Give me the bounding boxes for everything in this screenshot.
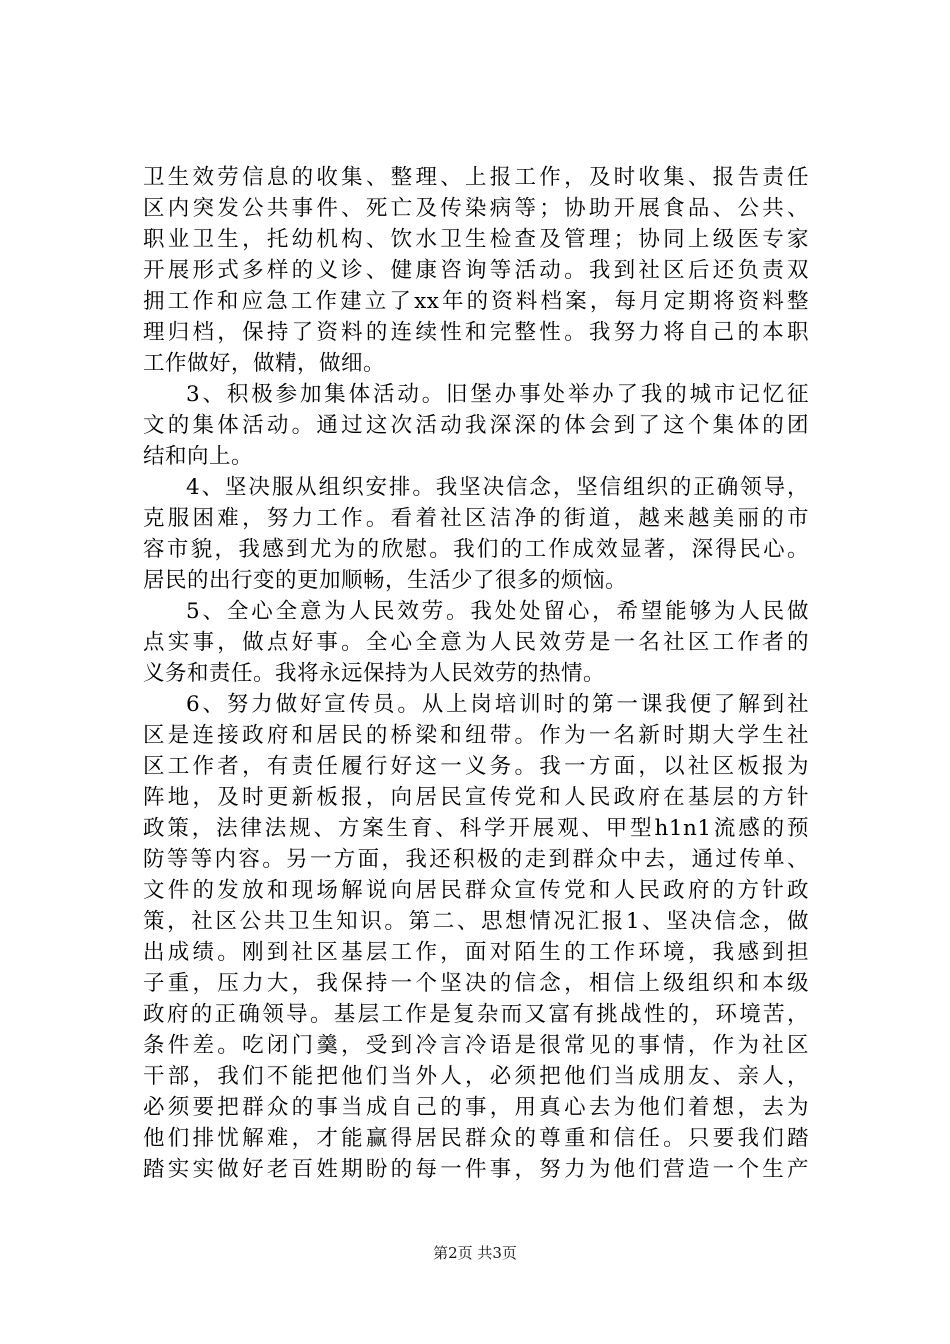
text-line: 必须要把群众的事当成自己的事，用真心去为他们着想，去为 bbox=[143, 1095, 809, 1120]
text-line: 理归档，保持了资料的连续性和完整性。我努力将自己的本职 bbox=[143, 320, 809, 345]
document-body bbox=[143, 162, 809, 1185]
page-footer bbox=[0, 1243, 950, 1263]
text-line: 6、努力做好宣传员。从上岗培训时的第一课我便了解到社 bbox=[186, 692, 809, 717]
text-line: 4、坚决服从组织安排。我坚决信念，坚信组织的正确领导， bbox=[186, 475, 809, 500]
text-line: 阵地，及时更新板报，向居民宣传党和人民政府在基层的方针 bbox=[143, 785, 809, 810]
text-line: 卫生效劳信息的收集、整理、上报工作，及时收集、报告责任 bbox=[143, 165, 809, 190]
text-line: 工作做好，做精，做细。 bbox=[143, 351, 386, 376]
text-line: 他们排忧解难，才能赢得居民群众的尊重和信任。只要我们踏 bbox=[143, 1126, 809, 1151]
text-line: 防等等内容。另一方面，我还积极的走到群众中去，通过传单、 bbox=[143, 847, 809, 872]
text-line: 政策，法律法规、方案生育、科学开展观、甲型h1n1流感的预 bbox=[143, 816, 809, 841]
text-line: 克服困难，努力工作。看着社区洁净的街道，越来越美丽的市 bbox=[143, 506, 809, 531]
text-line: 策，社区公共卫生知识。第二、思想情况汇报1、坚决信念，做 bbox=[143, 909, 809, 934]
text-line: 拥工作和应急工作建立了xx年的资料档案，每月定期将资料整 bbox=[143, 289, 809, 314]
text-line: 义务和责任。我将永远保持为人民效劳的热情。 bbox=[143, 661, 606, 686]
page-number-label: 第2页 共3页 bbox=[433, 1244, 517, 1262]
text-line: 干部，我们不能把他们当外人，必须把他们当成朋友、亲人， bbox=[143, 1064, 809, 1089]
text-line: 区工作者，有责任履行好这一义务。我一方面，以社区板报为 bbox=[143, 754, 809, 779]
text-line: 结和向上。 bbox=[143, 444, 254, 469]
text-line: 3、积极参加集体活动。旧堡办事处举办了我的城市记忆征 bbox=[186, 382, 809, 407]
text-line: 出成绩。刚到社区基层工作，面对陌生的工作环境，我感到担 bbox=[143, 940, 809, 965]
text-line: 政府的正确领导。基层工作是复杂而又富有挑战性的，环境苦， bbox=[143, 1002, 809, 1027]
text-line: 区内突发公共事件、死亡及传染病等；协助开展食品、公共、 bbox=[143, 196, 809, 221]
text-line: 区是连接政府和居民的桥梁和纽带。作为一名新时期大学生社 bbox=[143, 723, 809, 748]
text-line: 踏实实做好老百姓期盼的每一件事，努力为他们营造一个生产 bbox=[143, 1157, 809, 1182]
text-line: 职业卫生，托幼机构、饮水卫生检查及管理；协同上级医专家 bbox=[143, 227, 809, 252]
text-line: 开展形式多样的义诊、健康咨询等活动。我到社区后还负责双 bbox=[143, 258, 809, 283]
text-line: 居民的出行变的更加顺畅，生活少了很多的烦恼。 bbox=[143, 568, 628, 593]
text-line: 文件的发放和现场解说向居民群众宣传党和人民政府的方针政 bbox=[143, 878, 809, 903]
text-line: 文的集体活动。通过这次活动我深深的体会到了这个集体的团 bbox=[143, 413, 809, 438]
text-line: 条件差。吃闭门羹，受到冷言冷语是很常见的事情，作为社区 bbox=[143, 1033, 809, 1058]
text-line: 5、全心全意为人民效劳。我处处留心，希望能够为人民做 bbox=[186, 599, 809, 624]
text-line: 点实事，做点好事。全心全意为人民效劳是一名社区工作者的 bbox=[143, 630, 809, 655]
text-line: 容市貌，我感到尤为的欣慰。我们的工作成效显著，深得民心。 bbox=[143, 537, 809, 562]
text-line: 子重，压力大，我保持一个坚决的信念，相信上级组织和本级 bbox=[143, 971, 809, 996]
